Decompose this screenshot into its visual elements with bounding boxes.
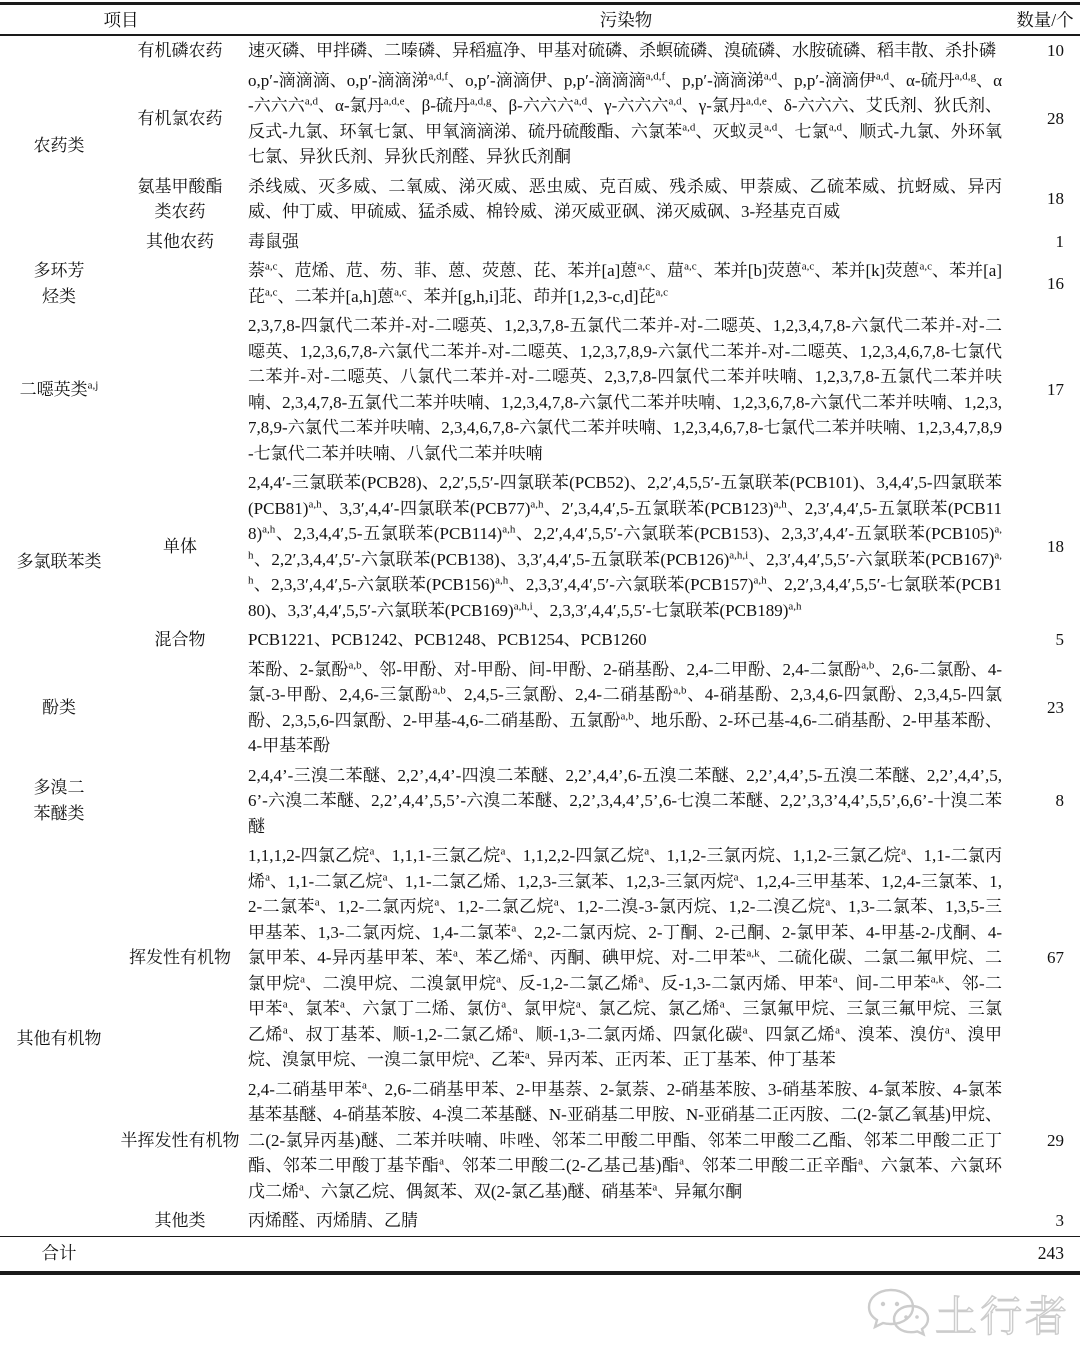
table-body <box>0 35 1080 1273</box>
subcategory-empty-dioxins <box>118 311 242 468</box>
count-pbdes: 8 <box>1055 791 1064 810</box>
header-row <box>0 4 1080 36</box>
row-carbamate <box>0 172 1080 227</box>
count-svocs: 29 <box>1047 1130 1064 1150</box>
subcategory-empty-pahs <box>118 256 242 311</box>
total-row <box>0 1236 1080 1273</box>
row-dioxins <box>0 311 1080 468</box>
subcategory-organochlorine: 有机氯农药 <box>137 108 223 128</box>
header-pollutant: 污染物 <box>242 4 1010 36</box>
count-organophosphorus: 10 <box>1047 41 1064 60</box>
category-pesticides: 农药类 <box>33 136 85 156</box>
row-pahs <box>0 256 1080 311</box>
row-pbdes <box>0 761 1080 842</box>
row-pcb-monomers <box>0 468 1080 625</box>
count-other-pesticides: 1 <box>1055 231 1064 251</box>
pollutants-carbamate: 杀线威、灭多威、二氧威、涕灭威、恶虫威、克百威、残杀威、甲萘威、乙硫苯威、抗蚜威、异丙威、仲丁威、甲硫威、猛杀威、棉铃威、涕灭威亚砜、涕灭威砜、3-羟基克百威 <box>248 176 1002 221</box>
watermark-text: 土行者 <box>934 1295 1070 1341</box>
row-vocs <box>0 841 1080 1075</box>
count-organochlorine: 28 <box>1047 108 1064 128</box>
pollutants-dioxins: 2,3,7,8-四氯代二苯并-对-二噁英、1,2,3,7,8-五氯代二苯并-对-二噁英、1,2,3,4,7,8-六氯代二苯并-对-二噁英、1,2,3,6,7,8-六氯代二苯并-对-二噁英、1,2,3,7,8,9-六氯代二苯并-对-二噁英、1,2,3,4,6,7,8-七氯代二苯并-对-二噁英、八氯代二苯并-对-二噁英、2,3,7,8-四氯代二苯并呋喃、1,2,3,7,8-五氯代二苯并呋喃、2,3,4,7,8-五氯代二苯并呋喃、1,2,3,4,7,8-六氯代二苯并呋喃、1,2,3,6,7,8-六氯代二苯并呋喃、1,2,3,7,8,9-六氯代二苯并呋喃、2,3,4,6,7,8-六氯代二苯并呋喃、1,2,3,4,6,7,8-七氯代二苯并呋喃、1,2,3,4,7,8,9-七氯代二苯并呋喃、八氯代二苯并呋喃 <box>248 316 1002 463</box>
subcategory-carbamate: 氨基甲酸酯 类农药 <box>137 176 223 221</box>
row-organophosphorus <box>0 35 1080 66</box>
header-item: 项目 <box>0 4 242 36</box>
subcategory-pcb-mixture: 混合物 <box>154 630 206 649</box>
watermark <box>865 1284 1070 1344</box>
category-phenols: 酚类 <box>42 697 76 717</box>
pollutants-vocs: 1,1,1,2-四氯乙烷$^a$、1,1,1-三氯乙烷$^a$、1,1,2,2-四氯乙烷$^a$、1,1,2-三氯丙烷、1,1,2-三氯乙烷$^a$、1,1-二氯丙烯$^a$、1,1-二氯乙烷$^a$、1,1-二氯乙烯、1,2,3-三氯苯、1,2,3-三氯丙烷$^a$、1,2,4-三甲基苯、1,2,4-三氯苯、1,2-二氯苯$^a$、1,2-二氯丙烷$^a$、1,2-二氯乙烷$^a$、1,2-二溴-3-氯丙烷、1,2-二溴乙烷$^a$、1,3-二氯苯、1,3,5-三甲基苯、1,3-二氯丙烷、1,4-二氯苯$^a$、2,2-二氯丙烷、2-丁酮、2-己酮、2-氯甲苯、4-甲基-2-戊酮、4-氯甲苯、4-异丙基甲苯、苯$^a$、苯乙烯$^a$、丙酮、碘甲烷、对-二甲苯$^{a,k}$、二硫化碳、二氯二氟甲烷、二氯甲烷$^a$、二溴甲烷、二溴氯甲烷$^a$、反-1,2-二氯乙烯$^a$、反-1,3-二氯丙烯、甲苯$^a$、间-二甲苯$^{a,k}$、邻-二甲苯$^a$、氯苯$^a$、六氯丁二烯、氯仿$^a$、氯甲烷$^a$、氯乙烷、氯乙烯$^a$、三氯氟甲烷、三氯三氟甲烷、三氯乙烯$^a$、叔丁基苯、顺-1,2-二氯乙烯$^a$、顺-1,3-二氯丙烯、四氯化碳$^a$、四氯乙烯$^a$、溴苯、溴仿$^a$、溴甲烷、溴氯甲烷、一溴二氯甲烷$^a$、乙苯$^a$、异丙苯、正丙苯、正丁基苯、仲丁基苯 <box>248 845 1003 1069</box>
pollutants-svocs: 2,4-二硝基甲苯$^a$、2,6-二硝基甲苯、2-甲基萘、2-氯萘、2-硝基苯胺、3-硝基苯胺、4-氯苯胺、4-氯苯基苯基醚、4-硝基苯胺、4-溴二苯基醚、N-亚硝基二甲胺、N-亚硝基二正丙胺、二(2-氯乙氧基)甲烷、二(2-氯异丙基)醚、二苯并呋喃、咔唑、邻苯二甲酸二甲酯、邻苯二甲酸二乙酯、邻苯二甲酸二正丁酯、邻苯二甲酸丁基苄酯$^a$、邻苯二甲酸二(2-乙基己基)酯$^a$、邻苯二甲酸二正辛酯$^a$、六氯苯、六氯环戊二烯$^a$、六氯乙烷、偶氮苯、双(2-氯乙基)醚、硝基苯$^a$、异氟尔酮 <box>248 1078 1003 1201</box>
subcategory-vocs: 挥发性有机物 <box>129 948 231 967</box>
count-pahs: 16 <box>1047 273 1064 293</box>
subcategory-pcb-monomer: 单体 <box>163 536 197 556</box>
header-count: 数量/个 <box>1010 4 1080 36</box>
row-organochlorine <box>0 66 1080 172</box>
count-pcb-monomers: 18 <box>1047 536 1064 556</box>
pollutants-phenols: 苯酚、2-氯酚$^{a,b}$、邻-甲酚、对-甲酚、间-甲酚、2-硝基酚、2,4-二甲酚、2,4-二氯酚$^{a,b}$、2,6-二氯酚、4-氯-3-甲酚、2,4,6-三氯酚$^{a,b}$、2,4,5-三氯酚、2,4-二硝基酚$^{a,b}$、4-硝基酚、2,3,4,6-四氯酚、2,3,4,5-四氯酚、2,3,5,6-四氯酚、2-甲基-4,6-二硝基酚、五氯酚$^{a,b}$、地乐酚、2-环己基-4,6-二硝基酚、2-甲基苯酚、4-甲基苯酚 <box>248 658 1003 755</box>
category-dioxins: 二噁英类$^{a,j}$ <box>19 379 99 399</box>
count-other-class: 3 <box>1055 1211 1064 1230</box>
row-pcb-mixtures <box>0 625 1080 655</box>
pollutants-table <box>0 2 1080 1275</box>
count-carbamate: 18 <box>1047 189 1064 209</box>
count-vocs: 67 <box>1047 948 1064 967</box>
total-spacer-1 <box>118 1236 242 1273</box>
pollutants-organophosphorus: 速灭磷、甲拌磷、二嗪磷、异稻瘟净、甲基对硫磷、杀螟硫磷、溴硫磷、水胺硫磷、稻丰散、杀扑磷 <box>248 41 996 60</box>
pollutants-organochlorine: o,p′-滴滴滴、o,p′-滴滴涕$^{a,d,f}$、o,p′-滴滴伊、p,p′-滴滴滴$^{a,d,f}$、p,p′-滴滴涕$^{a,d}$、p,p′-滴滴伊$^{a,d}$、α-硫丹$^{a,d,g}$、α-六六六$^{a,d}$、α-氯丹$^{a,d,e}$、β-硫丹$^{a,d,g}$、β-六六六$^{a,d}$、γ-六六六$^{a,d}$、γ-氯丹$^{a,d,e}$、δ-六六六、艾氏剂、狄氏剂、反式-九氯、环氧七氯、甲氧滴滴涕、硫丹硫酸酯、六氯苯$^{a,d}$、灭蚁灵$^{a,d}$、七氯$^{a,d}$、顺式-九氯、外环氧七氯、异狄氏剂、异狄氏剂醛、异狄氏剂酮 <box>248 69 1002 166</box>
subcategory-organophosphorus: 有机磷农药 <box>137 41 223 60</box>
total-spacer-2 <box>242 1236 1010 1273</box>
total-label: 合计 <box>0 1236 118 1273</box>
wechat-logo-icon <box>865 1286 931 1343</box>
subcategory-other-pesticides: 其他农药 <box>146 231 214 251</box>
pollutants-other-pesticides: 毒鼠强 <box>248 231 299 251</box>
count-phenols: 23 <box>1047 697 1064 717</box>
row-other-class <box>0 1206 1080 1236</box>
subcategory-empty-pbdes <box>118 761 242 842</box>
row-svocs <box>0 1075 1080 1207</box>
pollutants-pahs: 萘$^{a,c}$、苊烯、苊、芴、菲、蒽、荧蒽、芘、苯并[a]蒽$^{a,c}$、䓛$^{a,c}$、苯并[b]荧蒽$^{a,c}$、苯并[k]荧蒽$^{a,c}$、苯并[a]芘$^{a,c}$、二苯并[a,h]蒽$^{a,c}$、苯并[g,h,i]苝、茚并[1,2,3-c,d]芘$^{a,c}$ <box>248 260 1003 306</box>
subcategory-svocs: 半挥发性有机物 <box>120 1130 240 1150</box>
subcategory-empty-phenols <box>118 655 242 761</box>
row-other-pesticides <box>0 227 1080 257</box>
category-pbdes: 多溴二 苯醚类 <box>33 778 85 823</box>
count-pcb-mixtures: 5 <box>1055 630 1064 649</box>
category-pcbs: 多氯联苯类 <box>16 551 102 571</box>
subcategory-other-class: 其他类 <box>154 1211 206 1230</box>
pollutants-other-class: 丙烯醛、丙烯腈、乙腈 <box>248 1211 418 1230</box>
row-phenols <box>0 655 1080 761</box>
pollutants-pbdes: 2,4,4’-三溴二苯醚、2,2’,4,4’-四溴二苯醚、2,2’,4,4’,6-五溴二苯醚、2,2’,4,4’,5-五溴二苯醚、2,2’,4,4’,5,6’-六溴二苯醚、2,2’,4,4’,5,5’-六溴二苯醚、2,2’,3,4,4’,5’,6-七溴二苯醚、2,2’,3,3’4,4’,5,5’,6,6’-十溴二苯醚 <box>248 765 1002 836</box>
category-pahs: 多环芳 烃类 <box>33 261 85 306</box>
pollutants-pcb-monomers: 2,4,4′-三氯联苯(PCB28)、2,2′,5,5′-四氯联苯(PCB52)、2,2′,4,5,5′-五氯联苯(PCB101)、3,4,4′,5-四氯联苯$(PCB81)^{a,h}$、3,3′,4,4′-四氯联苯$(PCB77)^{a,h}$、2′,3,4,4′,5-五氯联苯$(PCB123)^{a,h}$、2,3′,4,4′,5-五氯联苯$(PCB118)^{a,h}$、2,3,4,4′,5-五氯联苯$(PCB114)^{a,h}$、2,2′,4,4′,5,5′-六氯联苯(PCB153)、2,3,3′,4,4′-五氯联苯$(PCB105)^{a,h}$、2,2′,3,4,4′,5′-六氯联苯(PCB138)、3,3′,4,4′,5-五氯联苯$(PCB126)^{a,h,i}$、2,3′,4,4′,5,5′-六氯联苯$(PCB167)^{a,h}$、2,3,3′,4,4′,5-六氯联苯$(PCB156)^{a,h}$、2,3,3′,4,4′,5′-六氯联苯$(PCB157)^{a,h}$、2,2′,3,4,4′,5,5′-七氯联苯(PCB180)、3,3′,4,4′,5,5′-六氯联苯$(PCB169)^{a,h,i}$、2,3,3′,4,4′,5,5′-七氯联苯$(PCB189)^{a,h}$ <box>248 473 1002 620</box>
category-other-organics: 其他有机物 <box>16 1028 102 1048</box>
pollutants-pcb-mixtures: PCB1221、PCB1242、PCB1248、PCB1254、PCB1260 <box>248 630 647 649</box>
total-count: 243 <box>1010 1236 1080 1273</box>
count-dioxins: 17 <box>1047 379 1064 399</box>
table-header <box>0 4 1080 36</box>
